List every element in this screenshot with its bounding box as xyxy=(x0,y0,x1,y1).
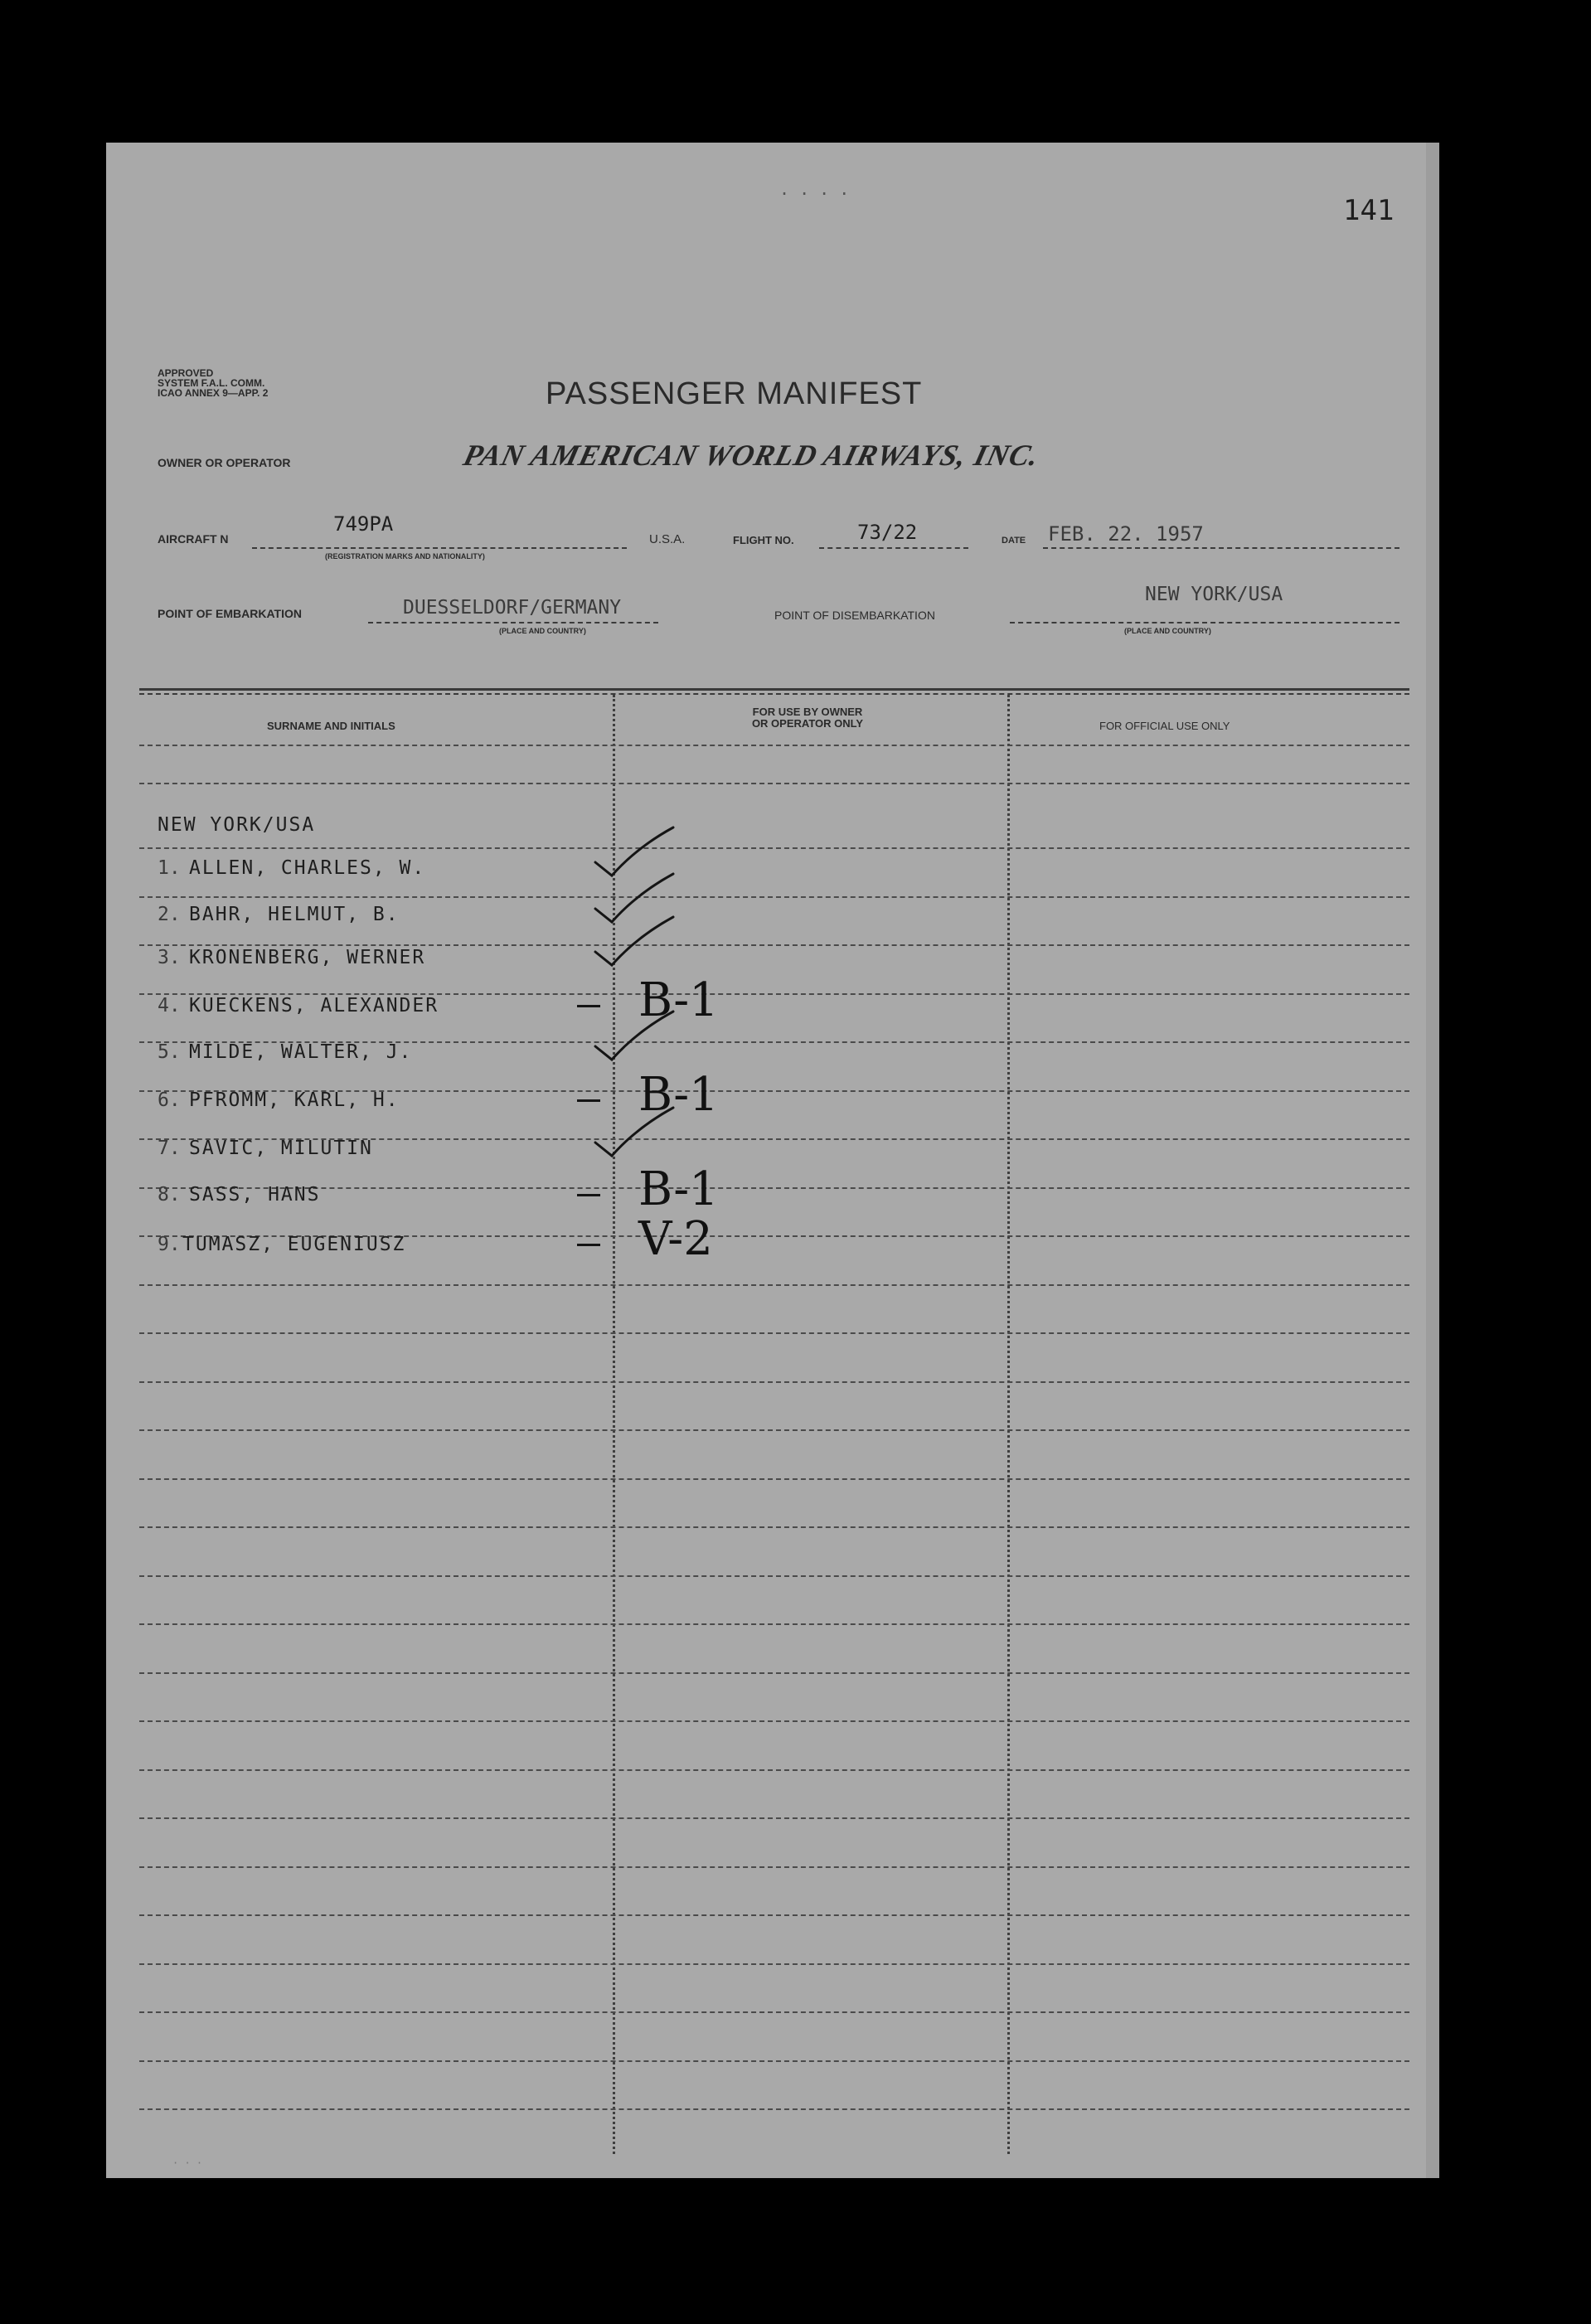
date-value: FEB. 22. 1957 xyxy=(1048,522,1204,546)
passenger-name: MILDE, WALTER, J. xyxy=(189,1041,413,1063)
ruled-line xyxy=(139,1866,1409,1868)
column-owner-heading-line: OR OPERATOR ONLY xyxy=(751,717,864,730)
approval-line: APPROVED xyxy=(158,367,214,379)
passenger-name: PFROMM, KARL, H. xyxy=(189,1089,400,1111)
passenger-name: KUECKENS, ALEXANDER xyxy=(189,995,439,1016)
aircraft-underline xyxy=(252,547,627,549)
passenger-name: ALLEN, CHARLES, W. xyxy=(189,857,426,879)
handwritten-code: B-1 xyxy=(638,1068,719,1122)
disembarkation-underline xyxy=(1010,622,1399,623)
ruled-line xyxy=(139,896,1409,898)
approval-line: ICAO ANNEX 9—APP. 2 xyxy=(158,387,269,399)
ruled-line xyxy=(139,1769,1409,1771)
ruled-line xyxy=(139,847,1409,849)
aircraft-country: U.S.A. xyxy=(649,532,686,546)
operator-name: PAN AMERICAN WORLD AIRWAYS, INC. xyxy=(460,439,1043,472)
ruled-line xyxy=(139,2108,1409,2110)
passenger-number: 3. xyxy=(158,947,181,968)
ruled-line xyxy=(139,944,1409,946)
column-official-heading: FOR OFFICIAL USE ONLY xyxy=(1099,720,1230,732)
ruled-line xyxy=(139,1187,1409,1189)
column-owner-heading-line: FOR USE BY OWNER xyxy=(752,706,863,718)
handwritten-code: V-2 xyxy=(638,1212,713,1266)
ruled-line xyxy=(139,1478,1409,1480)
approval-line: SYSTEM F.A.L. COMM. xyxy=(158,377,265,389)
date-label: DATE xyxy=(1002,536,1026,546)
check-mark-icon xyxy=(587,1007,678,1065)
column-divider xyxy=(1007,695,1010,2154)
passenger-name: TUMASZ, EUGENIUSZ xyxy=(182,1234,406,1255)
passenger-number: 1. xyxy=(158,857,181,879)
aircraft-value: 749PA xyxy=(333,512,394,536)
passenger-number: 2. xyxy=(158,904,181,925)
column-owner-heading xyxy=(716,706,899,730)
embarkation-sublabel: (PLACE AND COUNTRY) xyxy=(499,627,586,635)
passenger-number: 9. xyxy=(158,1234,181,1255)
ruled-line xyxy=(139,1284,1409,1286)
check-mark-icon xyxy=(587,912,678,970)
passenger-number: 7. xyxy=(158,1138,181,1159)
ruled-line xyxy=(139,1672,1409,1674)
ruled-line xyxy=(139,1963,1409,1965)
flight-value: 73/22 xyxy=(857,521,918,544)
ruled-line xyxy=(139,1817,1409,1819)
passenger-number: 4. xyxy=(158,995,181,1016)
aircraft-label: AIRCRAFT N xyxy=(158,532,229,546)
ruled-line xyxy=(139,1332,1409,1334)
embarkation-underline xyxy=(368,622,658,623)
flight-label: FLIGHT NO. xyxy=(733,534,794,546)
dash-mark xyxy=(577,1194,600,1196)
page-title: PASSENGER MANIFEST xyxy=(546,376,923,411)
owner-label: OWNER OR OPERATOR xyxy=(158,456,291,469)
embarkation-label: POINT OF EMBARKATION xyxy=(158,607,302,620)
passenger-name: KRONENBERG, WERNER xyxy=(189,947,426,968)
disembarkation-value: NEW YORK/USA xyxy=(1145,584,1283,605)
ruled-line xyxy=(139,1526,1409,1528)
column-surname-heading: SURNAME AND INITIALS xyxy=(267,720,395,732)
header-top-rule xyxy=(139,688,1409,691)
disembarkation-label: POINT OF DISEMBARKATION xyxy=(774,609,935,622)
passenger-name: SASS, HANS xyxy=(189,1184,321,1206)
passenger-number: 5. xyxy=(158,1041,181,1063)
ruled-line xyxy=(139,1575,1409,1577)
approval-block xyxy=(158,368,268,398)
manifest-sheet xyxy=(106,143,1438,2178)
ruled-line xyxy=(139,1720,1409,1722)
destination-heading: NEW YORK/USA xyxy=(158,814,316,836)
passenger-name: SAVIC, MILUTIN xyxy=(189,1138,373,1159)
ruled-line xyxy=(139,1429,1409,1431)
ruled-line xyxy=(139,783,1409,784)
page-number: 141 xyxy=(1343,194,1395,227)
disembarkation-sublabel: (PLACE AND COUNTRY) xyxy=(1124,627,1211,635)
dash-mark xyxy=(577,1244,600,1246)
check-mark-icon xyxy=(587,1103,678,1161)
header-top-rule-2 xyxy=(139,693,1409,695)
passenger-number: 6. xyxy=(158,1089,181,1111)
ruled-line xyxy=(139,2060,1409,2062)
ruled-line xyxy=(139,2011,1409,2013)
embarkation-value: DUESSELDORF/GERMANY xyxy=(403,597,622,619)
flight-underline xyxy=(819,547,968,549)
handwritten-code: B-1 xyxy=(638,973,719,1027)
handwritten-code: B-1 xyxy=(638,1162,719,1216)
aircraft-sublabel: (REGISTRATION MARKS AND NATIONALITY) xyxy=(325,552,485,560)
ruled-line xyxy=(139,1623,1409,1625)
ruled-line xyxy=(139,1381,1409,1383)
sheet-edge xyxy=(1426,143,1439,2178)
dash-mark xyxy=(577,1099,600,1102)
passenger-name: BAHR, HELMUT, B. xyxy=(189,904,400,925)
bottom-smudge: · · · xyxy=(172,2157,203,2169)
date-underline xyxy=(1043,547,1399,549)
ruled-line xyxy=(139,1914,1409,1916)
passenger-number: 8. xyxy=(158,1184,181,1206)
stamp-dots: . . . . xyxy=(779,179,850,199)
ruled-line xyxy=(139,745,1409,746)
